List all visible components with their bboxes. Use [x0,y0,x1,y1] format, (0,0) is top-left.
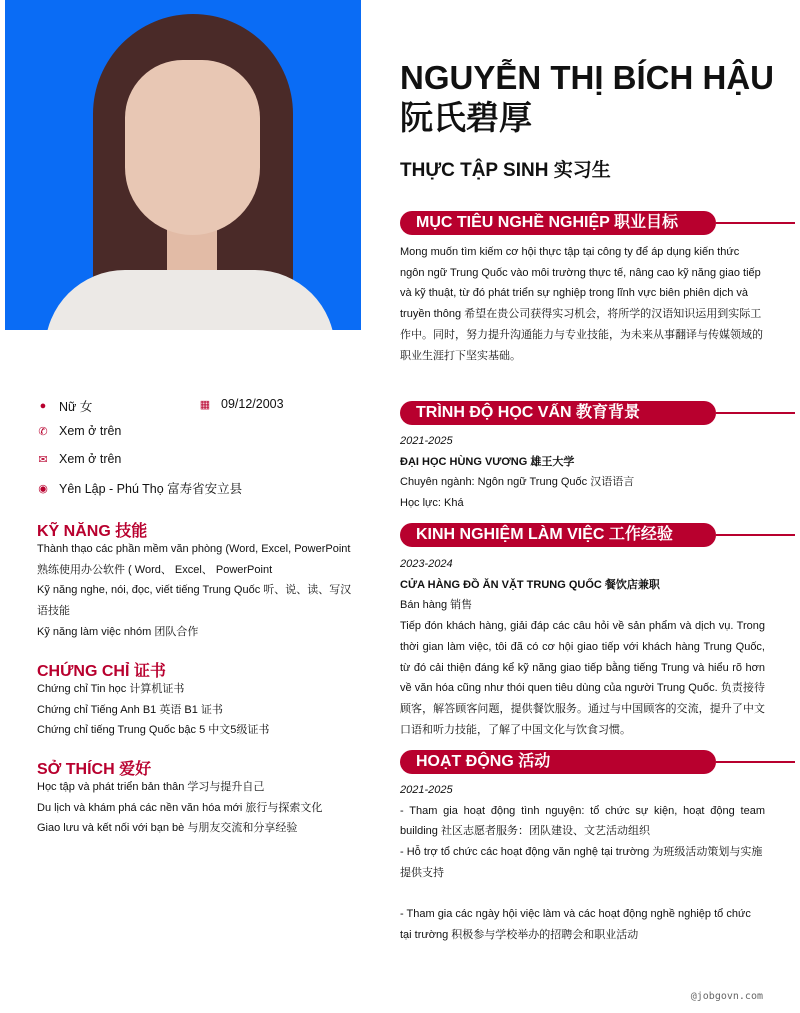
person-icon: ● [39,400,47,412]
objective-section-header: MỤC TIÊU NGHỀ NGHIỆP 职业目标 [400,211,795,235]
profile-photo [5,0,361,330]
experience-entry: 2023-2024 CỬA HÀNG ĐỒ ĂN VẶT TRUNG QUỐC 餐饮店兼职 Bán hàng 销售 Tiếp đón khách hàng, giải đáp các câu hỏi về sản phẩm và dịch vụ. Trong thời gian làm việc, tôi đã có cơ hội giao tiếp với khách hàng Trung Quốc, từ đó cải thiện đáng kể kỹ năng giao tiếp bằng tiếng Trung và hiểu rõ hơn về văn hóa cũng như thói quen tiêu dùng của người Trung Quốc. 负责接待顾客，解答顾客问题，提供餐饮服务。通过与中国顾客的交流，提升了中文口语和听力技能，了解了中国文化与饮食习惯。 [400,558,765,736]
education-section-header: TRÌNH ĐỘ HỌC VẤN 教育背景 [400,401,795,425]
contact-email: ✉ Xem ở trên [38,452,122,466]
phone-icon: ✆ [38,425,48,438]
hobbies-heading: SỞ THÍCH 爱好 [37,761,152,778]
activities-section-header: HOẠT ĐỘNG 活动 [400,750,795,774]
contact-phone: ✆ Xem ở trên [38,424,122,438]
contact-address: ◉ Yên Lập - Phú Thọ 富寿省安立县 [38,482,243,496]
envelope-icon: ✉ [38,453,48,466]
location-pin-icon: ◉ [38,482,48,495]
contact-gender: ● Nữ 女 [37,397,92,415]
activities-entry: 2021-2025 - Tham gia hoạt động tình nguyện: tổ chức sự kiện, hoạt động team building 社区志愿者服务：团队建设、文艺活动组织 - Hỗ trợ tổ chức các hoạt động văn nghệ tại trường 为班级活动策划与实施提供支持 - Tham gia các ngày hội việc làm và các hoạt động nghề nghiệp tổ chức tại trường 积极参与学校举办的招聘会和职业活动 [400,784,765,941]
education-entry: 2021-2025 ĐẠI HỌC HÙNG VƯƠNG 雄王大学 Chuyên ngành: Ngôn ngữ Trung Quốc 汉语语言 Học lực: Khá [400,435,635,510]
certs-list: Chứng chỉ Tin học 计算机证书 Chứng chỉ Tiếng Anh B1 英语 B1 证书 Chứng chỉ tiếng Trung Quốc bậc 5 中文5级证书 [37,683,270,737]
footer-watermark: @jobgovn.com [690,991,763,1002]
skills-list: Thành thạo các phần mềm văn phòng (Word, Excel, PowerPoint 熟练使用办公软件 ( Word、 Excel、 PowerPoint Kỹ năng nghe, nói, đọc, viết tiếng Trung Quốc 听、说、读、写汉语技能 Kỹ năng làm việc nhóm 团队合作 [37,543,352,638]
hobbies-list: Học tập và phát triển bản thân 学习与提升自己 Du lịch và khám phá các nền văn hóa mới 旅行与探索文化 Giao lưu và kết nối với bạn bè 与朋友交流和分享经验 [37,781,323,835]
contact-dob: ▦ 09/12/2003 [199,397,284,411]
candidate-name: NGUYỄN THỊ BÍCH HẬU 阮氏碧厚 [400,59,775,136]
certs-heading: CHỨNG CHỈ 证书 [37,663,166,680]
skills-heading: KỸ NĂNG 技能 [37,523,148,540]
experience-section-header: KINH NGHIỆM LÀM VIỆC 工作经验 [400,523,795,547]
candidate-role: THỰC TẬP SINH 实习生 [400,160,611,181]
calendar-icon: ▦ [199,398,211,411]
objective-text: Mong muốn tìm kiếm cơ hội thực tập tại công ty để áp dụng kiến thức ngôn ngữ Trung Quốc vào môi trường thực tế, nâng cao kỹ năng giao tiếp và kỹ thuật, từ đó phát triển sự nghiệp trong lĩnh vực biên phiên dịch và truyền thông 希望在贵公司获得实习机会，将所学的汉语知识运用到实际工作中。同时，努力提升沟通能力与专业技能，为未来从事翻译与传媒领域的职业生涯打下坚实基础。 [400,246,763,362]
